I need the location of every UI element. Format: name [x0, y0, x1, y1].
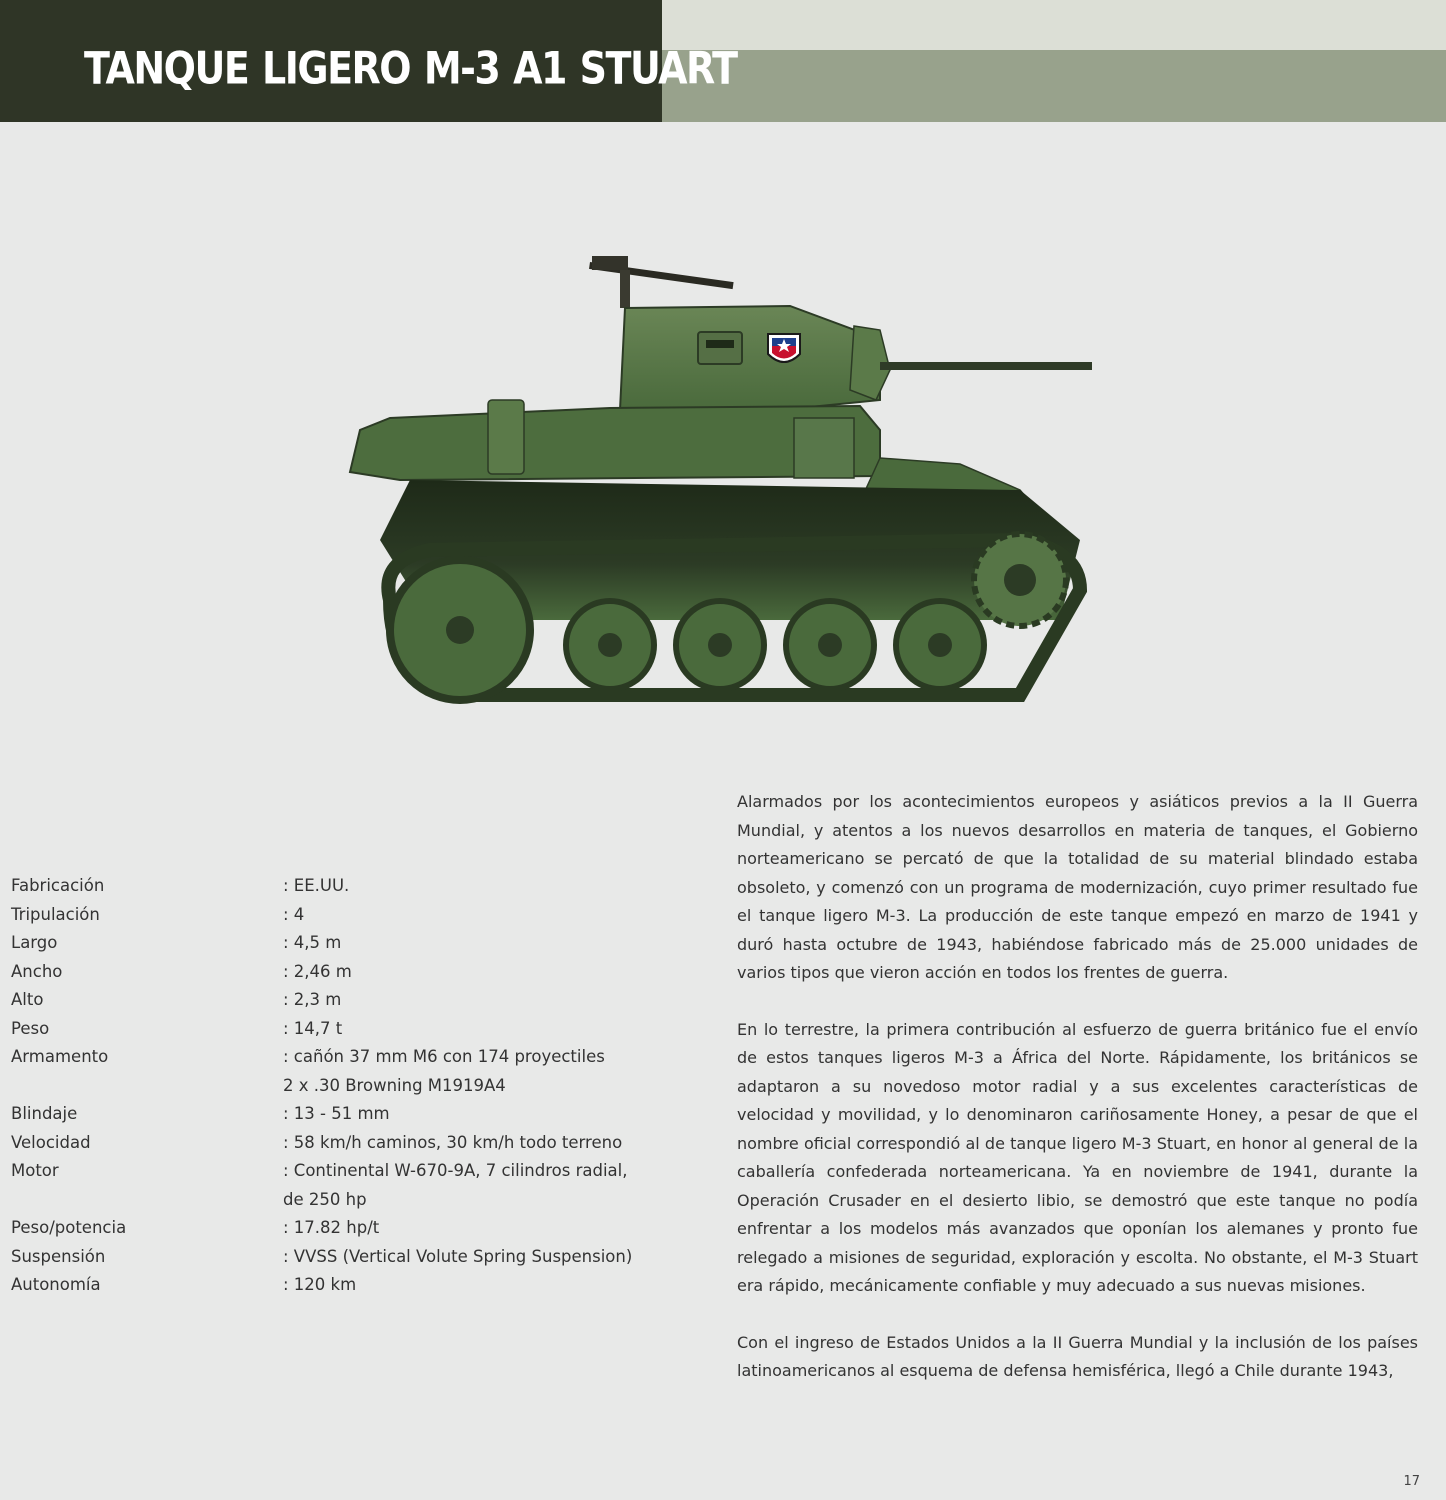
spec-label: Largo	[11, 933, 58, 952]
road-wheel-4	[896, 601, 984, 689]
body-paragraph-2: En lo terrestre, la primera contribución al esfuerzo de guerra británico fue el envío de estos tanques ligeros M-3 a África del Norte. Rápidamente, los británicos se adaptaron a su novedoso motor radial y a sus excelentes características de velocidad y movilidad, y lo denominaron cariñosamente Honey, a pesar de que el nombre oficial correspondió al de tanque ligero M-3 Stuart, en honor al general de la caballería confederada norteamericana. Ya en noviembre de 1941, durante la Operación Crusader en el desierto libio, se demostró que este tanque no podía enfrentar a los modelos más avanzados que oponían los alemanes y pronto fue relegado a misiones de seguridad, exploración y escolta. No obstante, el M-3 Stuart era rápido, mecánicamente confiable y muy adecuado a sus nuevas misiones.	[737, 1019, 1418, 1295]
spec-value: : 13 - 51 mm	[283, 1104, 390, 1123]
spec-row-blindaje	[11, 1100, 671, 1129]
page-title: TANQUE LIGERO M-3 A1 STUART	[84, 42, 737, 94]
spec-label: Ancho	[11, 961, 63, 981]
spec-row-largo	[11, 929, 671, 958]
spec-row-autonomia	[11, 1271, 671, 1300]
body-text	[737, 788, 1418, 1414]
spec-label: Armamento	[11, 1047, 109, 1066]
spec-label: Blindaje	[11, 1104, 78, 1123]
spec-row-velocidad	[11, 1129, 671, 1158]
spec-value: : VVSS (Vertical Volute Spring Suspension)	[283, 1246, 633, 1266]
body-paragraph-1: Alarmados por los acontecimientos europeos y asiáticos previos a la II Guerra Mundial, y atentos a los nuevos desarrollos en materia de tanques, el Gobierno norteamericano se percató de que la totalidad de su material blindado estaba obsoleto, y comenzó con un programa de modernización, cuyo primer resultado fue el tanque ligero M-3. La producción de este tanque empezó en marzo de 1941 y duró hasta octubre de 1943, habiéndose fabricado más de 25.000 unidades de varios tipos que vieron acción en todos los frentes de guerra.	[737, 792, 1418, 982]
spec-label: Peso/potencia	[11, 1218, 127, 1237]
header-band-light	[662, 0, 1446, 50]
spec-value: : 2,46 m	[283, 961, 352, 981]
spec-value: : 58 km/h caminos, 30 km/h todo terreno	[283, 1132, 623, 1152]
road-wheel-1	[566, 601, 654, 689]
spec-row-motor	[11, 1157, 671, 1214]
road-wheel-2	[676, 601, 764, 689]
spec-row-alto	[11, 986, 671, 1015]
spec-row-suspension	[11, 1243, 671, 1272]
machine-gun	[589, 256, 734, 308]
spec-label: Suspensión	[11, 1246, 106, 1266]
spec-table	[11, 872, 671, 1300]
spec-value: : EE.UU.	[283, 876, 350, 895]
spec-label: Tripulación	[11, 904, 100, 924]
spec-label: Peso	[11, 1018, 50, 1038]
header-band-mid	[662, 50, 1446, 122]
tank-illustration	[320, 240, 1110, 710]
spec-label: Motor	[11, 1161, 59, 1180]
spec-value: : 4,5 m	[283, 933, 342, 952]
spec-label: Autonomía	[11, 1275, 101, 1294]
spec-value: : 120 km	[283, 1275, 357, 1294]
turret	[620, 306, 890, 410]
page-number: 17	[1403, 1474, 1420, 1489]
road-wheel-3	[786, 601, 874, 689]
spec-row-armamento	[11, 1043, 671, 1100]
spec-row-ancho	[11, 958, 671, 987]
spec-row-fabricacion	[11, 872, 671, 901]
spec-row-peso-potencia	[11, 1214, 671, 1243]
spec-value: : 2,3 m	[283, 990, 342, 1009]
drive-sprocket	[974, 534, 1066, 626]
spec-row-tripulacion	[11, 901, 671, 930]
spec-value: : Continental W-670-9A, 7 cilindros radial, de 250 hp	[283, 1161, 628, 1209]
spec-label: Alto	[11, 990, 44, 1009]
body-paragraph-3: Con el ingreso de Estados Unidos a la II Guerra Mundial y la inclusión de los países latinoamericanos al esquema de defensa hemisférica, llegó a Chile durante 1943,	[737, 1332, 1418, 1380]
spec-value: : 17.82 hp/t	[283, 1218, 380, 1237]
spec-row-peso	[11, 1015, 671, 1044]
spec-label: Fabricación	[11, 876, 105, 895]
chile-insignia	[768, 334, 800, 362]
spec-value: : cañón 37 mm M6 con 174 proyectiles 2 x .30 Browning M1919A4	[283, 1047, 605, 1095]
main-gun	[880, 362, 1092, 370]
idler-wheel	[390, 560, 530, 700]
spec-value: : 4	[283, 904, 305, 924]
spec-label: Velocidad	[11, 1132, 91, 1152]
spec-value: : 14,7 t	[283, 1018, 343, 1038]
